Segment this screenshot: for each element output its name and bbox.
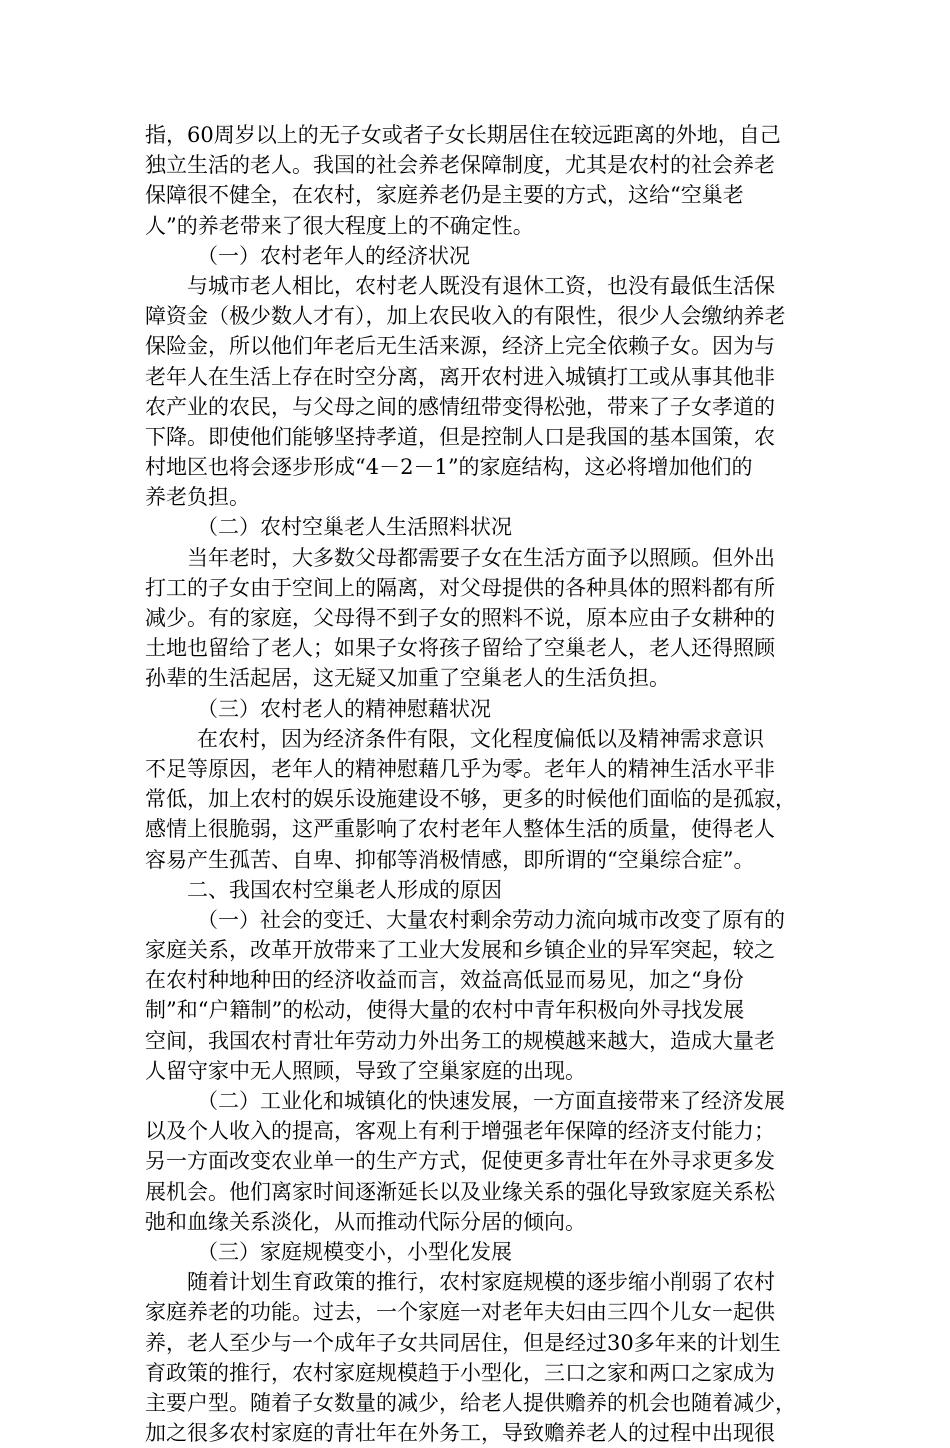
text-line: 当年老时，大多数父母都需要子女在生活方面予以照顾。但外出: [187, 545, 775, 570]
text-line: 打工的子女由于空间上的隔离，对父母提供的各种具体的照料都有所: [145, 575, 775, 600]
text-line: （二）农村空巢老人生活照料状况: [197, 515, 512, 540]
text-line: 在农村种地种田的经济收益而言，效益高低显而易见，加之“身份: [145, 968, 744, 993]
text-line: 减少。有的家庭，父母得不到子女的照料不说，原本应由子女耕种的: [145, 606, 775, 630]
text-line: 主要户型。随着子女数量的减少，给老人提供赡养的机会也随着减少，: [145, 1390, 796, 1415]
text-line: （一）社会的变迁、大量农村剩余劳动力流向城市改变了原有的: [197, 907, 785, 932]
text-line: 养老负担。: [145, 485, 250, 510]
text-line: 弛和血缘关系淡化，从而推动代际分居的倾向。: [145, 1209, 586, 1234]
text-line: 制”和“户籍制”的松动，使得大量的农村中青年积极向外寻找发展: [145, 998, 745, 1023]
text-line: （一）农村老年人的经济状况: [197, 243, 470, 268]
text-line: 家庭养老的功能。过去，一个家庭一对老年夫妇由三四个儿女一起供: [145, 1300, 775, 1325]
text-line: （三）农村老人的精神慰藉状况: [197, 696, 491, 721]
text-line: 容易产生孤苦、自卑、抑郁等消极情感，即所谓的“空巢综合症”。: [145, 847, 755, 872]
text-line: 与城市老人相比，农村老人既没有退休工资，也没有最低生活保: [187, 273, 775, 298]
text-line: 孙辈的生活起居，这无疑又加重了空巢老人的生活负担。: [145, 666, 670, 691]
text-line: （三）家庭规模变小，小型化发展: [197, 1239, 512, 1264]
text-line: 村地区也将会逐步形成“4－2－1”的家庭结构，这必将增加他们的: [145, 455, 753, 480]
text-line: 不足等原因，老年人的精神慰藉几乎为零。老年人的精神生活水平非: [145, 756, 775, 781]
text-line: 展机会。他们离家时间逐渐延长以及业缘关系的强化导致家庭关系松: [145, 1179, 775, 1204]
text-line: 加之很多农村家庭的青壮年在外务工，导致赡养老人的过程中出现很: [145, 1421, 775, 1446]
text-line: 感情上很脆弱，这严重影响了农村老年人整体生活的质量，使得老人: [145, 817, 775, 842]
text-line: 在农村，因为经济条件有限，文化程度偏低以及精神需求意识: [197, 726, 764, 751]
text-line: 独立生活的老人。我国的社会养老保障制度，尤其是农村的社会养老: [145, 153, 775, 178]
text-line: （二）工业化和城镇化的快速发展，一方面直接带来了经济发展: [197, 1089, 785, 1113]
text-line: 保险金，所以他们年老后无生活来源，经济上完全依赖子女。因为与: [145, 334, 775, 359]
text-line: 障资金（极少数人才有），加上农民收入的有限性，很少人会缴纳养老: [145, 304, 786, 329]
text-line: 保障很不健全，在农村，家庭养老仍是主要的方式，这给“空巢老: [145, 183, 744, 208]
text-line: 空间，我国农村青壮年劳动力外出务工的规模越来越大，造成大量老: [145, 1028, 775, 1053]
text-line: 常低，加上农村的娱乐设施建设不够，更多的时候他们面临的是孤寂，: [145, 787, 796, 812]
text-line: 以及个人收入的提高，客观上有利于增强老年保障的经济支付能力；: [145, 1119, 775, 1144]
text-line: 下降。即使他们能够坚持孝道，但是控制人口是我国的基本国策，农: [145, 424, 775, 449]
text-line: 二、我国农村空巢老人形成的原因: [187, 877, 502, 902]
text-line: 家庭关系，改革开放带来了工业大发展和乡镇企业的异军突起，较之: [145, 938, 775, 963]
text-line: 育政策的推行，农村家庭规模趋于小型化，三口之家和两口之家成为: [145, 1360, 775, 1385]
document-body: [145, 120, 825, 1448]
text-line: 人”的养老带来了很大程度上的不确定性。: [145, 213, 534, 238]
text-line: 养，老人至少与一个成年子女共同居住，但是经过30多年来的计划生: [145, 1330, 781, 1355]
text-line: 土地也留给了老人；如果子女将孩子留给了空巢老人，老人还得照顾: [145, 636, 775, 661]
text-line: 人留守家中无人照顾，导致了空巢家庭的出现。: [145, 1058, 586, 1083]
text-line: 另一方面改变农业单一的生产方式，促使更多青壮年在外寻求更多发: [145, 1149, 775, 1174]
text-line: 老年人在生活上存在时空分离，离开农村进入城镇打工或从事其他非: [145, 364, 775, 389]
text-line: 随着计划生育政策的推行，农村家庭规模的逐步缩小削弱了农村: [187, 1270, 775, 1295]
text-line: 指，60周岁以上的无子女或者子女长期居住在较远距离的外地，自己: [145, 123, 781, 147]
text-line: 农产业的农民，与父母之间的感情纽带变得松弛，带来了子女孝道的: [145, 394, 775, 419]
